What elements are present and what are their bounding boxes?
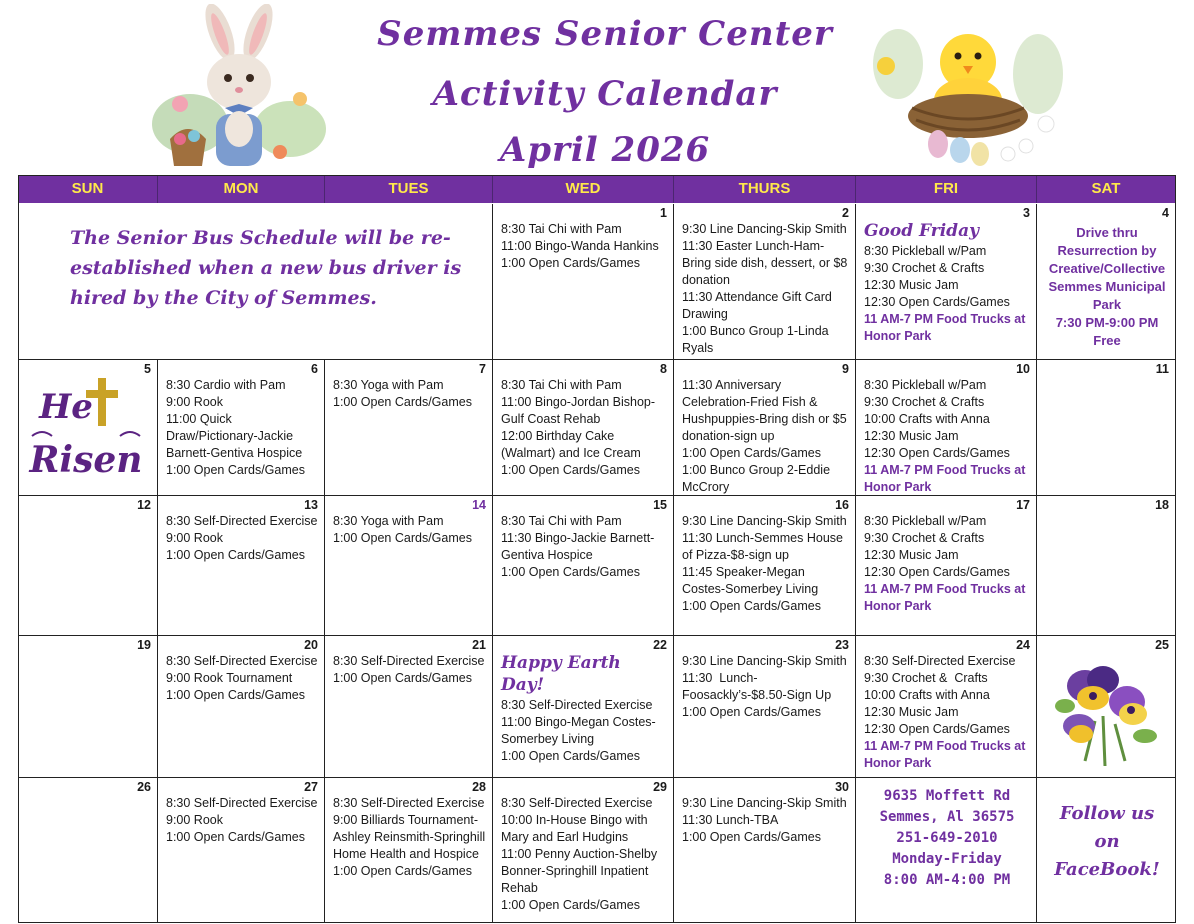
event-item: 11:00 Bingo-Jordan Bishop-Gulf Coast Rehab	[501, 395, 656, 426]
event-item: 1:00 Open Cards/Games	[501, 256, 640, 270]
easter-bunny-image	[150, 4, 330, 174]
food-trucks-note: 11 AM-7 PM Food Trucks at Honor Park	[864, 739, 1029, 770]
day-cell-28	[325, 778, 493, 923]
text-line: Drive thru	[1076, 225, 1138, 240]
event-item: 1:00 Open Cards/Games	[682, 705, 821, 719]
text-line: 8:00 AM-4:00 PM	[883, 872, 1011, 888]
event-list	[864, 243, 1030, 345]
day-number: 30	[835, 780, 849, 794]
day-number: 21	[472, 638, 486, 652]
day-cell-9	[674, 360, 856, 496]
day-cell-23	[674, 636, 856, 778]
day-cell-10	[856, 360, 1037, 496]
event-item: 1:00 Bunco Group 1-Linda Ryals	[682, 324, 833, 355]
event-list	[682, 513, 849, 615]
weekday-header-wed: WED	[493, 175, 674, 203]
title-month: April 2026	[499, 130, 711, 170]
day-cell-13	[158, 496, 325, 636]
event-item: 11:00 Quick Draw/Pictionary-Jackie Barnett-Gentiva Hospice	[166, 412, 303, 460]
day-number: 5	[144, 362, 151, 376]
text-line: 251-649-2010	[896, 830, 998, 846]
event-item: 8:30 Self-Directed Exercise	[166, 514, 318, 528]
event-list	[501, 221, 667, 272]
event-list	[682, 795, 849, 846]
event-list	[501, 377, 667, 479]
event-item: 11:00 Bingo-Wanda Hankins	[501, 239, 659, 253]
event-item: 9:30 Line Dancing-Skip Smith	[682, 222, 847, 236]
event-item: 8:30 Tai Chi with Pam	[501, 222, 622, 236]
he-is-risen-image	[26, 376, 146, 486]
text-line: Monday-Friday	[892, 851, 1002, 867]
food-trucks-note: 11 AM-7 PM Food Trucks at Honor Park	[864, 312, 1029, 343]
event-list	[333, 513, 486, 547]
resurrection-event	[1045, 224, 1169, 350]
event-item: 8:30 Pickleball w/Pam	[864, 244, 987, 258]
day-number: 3	[1023, 206, 1030, 220]
event-list	[333, 653, 486, 687]
day-cell-7	[325, 360, 493, 496]
day-number: 15	[653, 498, 667, 512]
day-heading: Good Friday	[864, 221, 979, 241]
day-cell-19	[18, 636, 158, 778]
day-number: 10	[1016, 362, 1030, 376]
text-line: Creative/Collective	[1048, 261, 1166, 276]
day-cell-24	[856, 636, 1037, 778]
title-center-name: Semmes Senior Center	[377, 14, 833, 54]
event-item: 9:30 Crochet & Crafts	[864, 261, 985, 275]
day-cell-6	[158, 360, 325, 496]
event-list	[333, 377, 486, 411]
text-line: 7:30 PM-9:00 PM	[1055, 315, 1159, 330]
event-item: 8:30 Self-Directed Exercise	[333, 796, 485, 810]
day-cell-27	[158, 778, 325, 923]
day-cell-29	[493, 778, 674, 923]
day-number: 6	[311, 362, 318, 376]
event-item: 8:30 Pickleball w/Pam	[864, 378, 987, 392]
event-item: 10:00 Crafts with Anna	[864, 688, 990, 702]
day-number: 29	[653, 780, 667, 794]
day-number: 24	[1016, 638, 1030, 652]
event-item: 11:00 Penny Auction-Shelby Bonner-Springhill Inpatient Rehab	[501, 847, 661, 895]
pansy-flowers-image	[1045, 646, 1165, 771]
chick-in-nest-image	[868, 4, 1068, 176]
event-item: 9:00 Rook	[166, 395, 223, 409]
day-cell-17	[856, 496, 1037, 636]
event-list	[682, 653, 849, 721]
event-item: 11:30 Lunch-TBA	[682, 813, 779, 827]
day-number: 7	[479, 362, 486, 376]
event-item: 1:00 Open Cards/Games	[501, 565, 640, 579]
event-item: 1:00 Open Cards/Games	[166, 688, 305, 702]
event-item: 8:30 Self-Directed Exercise	[166, 654, 318, 668]
event-item: 1:00 Open Cards/Games	[166, 463, 305, 477]
event-item: 12:30 Music Jam	[864, 705, 959, 719]
weekday-header-tues: TUES	[325, 175, 493, 203]
event-list	[166, 377, 318, 479]
event-item: 1:00 Open Cards/Games	[333, 671, 472, 685]
event-item: 9:30 Line Dancing-Skip Smith	[682, 654, 847, 668]
event-list	[501, 513, 667, 581]
bus-schedule-note: The Senior Bus Schedule will be re-established when a new bus driver is hired by the City of Semmes.	[70, 227, 462, 309]
event-item: 11:30 Easter Lunch-Ham-Bring side dish, dessert, or $8 donation	[682, 239, 851, 287]
text-line: Park	[1092, 297, 1122, 312]
event-item: 1:00 Open Cards/Games	[682, 830, 821, 844]
event-item: 12:30 Open Cards/Games	[864, 295, 1010, 309]
day-cell-empty	[856, 778, 1037, 923]
weekday-header-sat: SAT	[1037, 175, 1176, 203]
weekday-header-fri: FRI	[856, 175, 1037, 203]
risen-text: Risen	[29, 439, 143, 481]
event-item: 8:30 Tai Chi with Pam	[501, 514, 622, 528]
event-item: 8:30 Cardio with Pam	[166, 378, 286, 392]
event-list	[166, 653, 318, 704]
day-number: 14	[472, 498, 486, 512]
event-list	[501, 795, 667, 914]
event-list	[682, 377, 849, 496]
event-item: 12:00 Birthday Cake (Walmart) and Ice Cream	[501, 429, 641, 460]
day-cell-21	[325, 636, 493, 778]
day-cell-5	[18, 360, 158, 496]
event-item: 8:30 Self-Directed Exercise	[864, 654, 1016, 668]
day-cell-3	[856, 204, 1037, 360]
event-item: 8:30 Yoga with Pam	[333, 378, 444, 392]
day-number: 2	[842, 206, 849, 220]
day-number: 23	[835, 638, 849, 652]
day-cell-20	[158, 636, 325, 778]
event-item: 11:30 Lunch-Foosackly’s-$8.50-Sign Up	[682, 671, 832, 702]
weekday-header-sun: SUN	[18, 175, 158, 203]
event-item: 1:00 Open Cards/Games	[501, 898, 640, 912]
event-item: 1:00 Open Cards/Games	[333, 864, 472, 878]
day-cell-16	[674, 496, 856, 636]
title-calendar: Activity Calendar	[432, 74, 778, 114]
day-cell-14	[325, 496, 493, 636]
event-item: 9:00 Rook	[166, 813, 223, 827]
day-number: 16	[835, 498, 849, 512]
event-item: 11:45 Speaker-Megan Costes-Somerbey Living	[682, 565, 819, 596]
event-item: 8:30 Yoga with Pam	[333, 514, 444, 528]
event-item: 8:30 Tai Chi with Pam	[501, 378, 622, 392]
day-number: 19	[137, 638, 151, 652]
event-item: 12:30 Open Cards/Games	[864, 565, 1010, 579]
day-cell-25	[1037, 636, 1176, 778]
text-line: Resurrection by	[1057, 243, 1157, 258]
event-item: 1:00 Open Cards/Games	[682, 599, 821, 613]
day-number: 1	[660, 206, 667, 220]
event-item: 1:00 Open Cards/Games	[682, 446, 821, 460]
day-cell-12	[18, 496, 158, 636]
event-item: 12:30 Music Jam	[864, 429, 959, 443]
day-heading: Happy Earth Day!	[501, 653, 621, 695]
day-number: 17	[1016, 498, 1030, 512]
event-item: 11:30 Bingo-Jackie Barnett-Gentiva Hospice	[501, 531, 655, 562]
text-line: Free	[1093, 333, 1121, 348]
day-number: 28	[472, 780, 486, 794]
event-item: 9:00 Billiards Tournament-Ashley Reinsmith-Springhill Home Health and Hospice	[333, 813, 489, 861]
day-number: 25	[1155, 638, 1169, 652]
event-item: 8:30 Self-Directed Exercise	[501, 796, 653, 810]
event-item: 10:00 Crafts with Anna	[864, 412, 990, 426]
event-item: 11:30 Anniversary Celebration-Fried Fish & Hushpuppies-Bring dish or $5 donation-sign up	[682, 378, 851, 443]
event-item: 12:30 Music Jam	[864, 548, 959, 562]
food-trucks-note: 11 AM-7 PM Food Trucks at Honor Park	[864, 463, 1029, 494]
event-item: 8:30 Self-Directed Exercise	[166, 796, 318, 810]
event-item: 9:30 Crochet & Crafts	[864, 395, 985, 409]
day-number: 27	[304, 780, 318, 794]
event-item: 9:00 Rook	[166, 531, 223, 545]
text-line: Follow us	[1059, 803, 1155, 824]
day-cell-4	[1037, 204, 1176, 360]
event-item: 1:00 Bunco Group 2-Eddie McCrory	[682, 463, 834, 494]
event-item: 9:30 Line Dancing-Skip Smith	[682, 796, 847, 810]
day-cell-18	[1037, 496, 1176, 636]
day-cell-empty	[1037, 778, 1176, 923]
event-item: 11:00 Bingo-Megan Costes-Somerbey Living	[501, 715, 656, 746]
text-line: 9635 Moffett Rd	[883, 788, 1011, 804]
day-cell-15	[493, 496, 674, 636]
day-number: 13	[304, 498, 318, 512]
weekday-header-mon: MON	[158, 175, 325, 203]
event-list	[501, 697, 667, 765]
text-line: on	[1094, 831, 1120, 852]
day-number: 22	[653, 638, 667, 652]
event-list	[864, 513, 1030, 615]
day-number: 9	[842, 362, 849, 376]
text-line: Semmes, Al 36575	[879, 809, 1015, 825]
event-item: 9:30 Crochet & Crafts	[864, 531, 985, 545]
food-trucks-note: 11 AM-7 PM Food Trucks at Honor Park	[864, 582, 1029, 613]
event-item: 9:30 Crochet & Crafts	[864, 671, 988, 685]
day-cell-30	[674, 778, 856, 923]
day-cell-2	[674, 204, 856, 360]
event-item: 1:00 Open Cards/Games	[333, 531, 472, 545]
event-item: 11:30 Lunch-Semmes House of Pizza-$8-sign up	[682, 531, 847, 562]
event-list	[166, 795, 318, 846]
event-list	[864, 377, 1030, 496]
day-cell-26	[18, 778, 158, 923]
day-number: 26	[137, 780, 151, 794]
day-number: 8	[660, 362, 667, 376]
day-cell-11	[1037, 360, 1176, 496]
day-number: 18	[1155, 498, 1169, 512]
text-line: Semmes Municipal	[1048, 279, 1166, 294]
contact-info	[864, 786, 1030, 891]
facebook-note	[1045, 800, 1169, 884]
event-item: 1:00 Open Cards/Games	[501, 463, 640, 477]
event-item: 8:30 Self-Directed Exercise	[333, 654, 485, 668]
event-list	[864, 653, 1030, 772]
event-item: 1:00 Open Cards/Games	[166, 830, 305, 844]
event-item: 9:00 Rook Tournament	[166, 671, 293, 685]
event-item: 8:30 Self-Directed Exercise	[501, 698, 653, 712]
event-list	[333, 795, 489, 880]
event-item: 1:00 Open Cards/Games	[333, 395, 472, 409]
event-item: 8:30 Pickleball w/Pam	[864, 514, 987, 528]
event-item: 12:30 Open Cards/Games	[864, 446, 1010, 460]
day-number: 12	[137, 498, 151, 512]
day-number: 20	[304, 638, 318, 652]
event-item: 1:00 Open Cards/Games	[166, 548, 305, 562]
event-item: 9:30 Line Dancing-Skip Smith	[682, 514, 847, 528]
event-list	[166, 513, 318, 564]
day-number: 4	[1162, 206, 1169, 220]
weekday-header-thurs: THURS	[674, 175, 856, 203]
event-item: 1:00 Open Cards/Games	[501, 749, 640, 763]
event-list	[682, 221, 849, 357]
event-item: 11:30 Attendance Gift Card Drawing	[682, 290, 836, 321]
day-number: 11	[1155, 362, 1169, 376]
day-cell-22	[493, 636, 674, 778]
risen-text-he: He	[39, 387, 93, 427]
day-cell-1	[493, 204, 674, 360]
text-line: FaceBook!	[1054, 859, 1160, 880]
day-cell-8	[493, 360, 674, 496]
calendar-grid	[18, 175, 1176, 923]
event-item: 12:30 Music Jam	[864, 278, 959, 292]
event-item: 10:00 In-House Bingo with Mary and Earl Hudgins	[501, 813, 652, 844]
event-item: 12:30 Open Cards/Games	[864, 722, 1010, 736]
